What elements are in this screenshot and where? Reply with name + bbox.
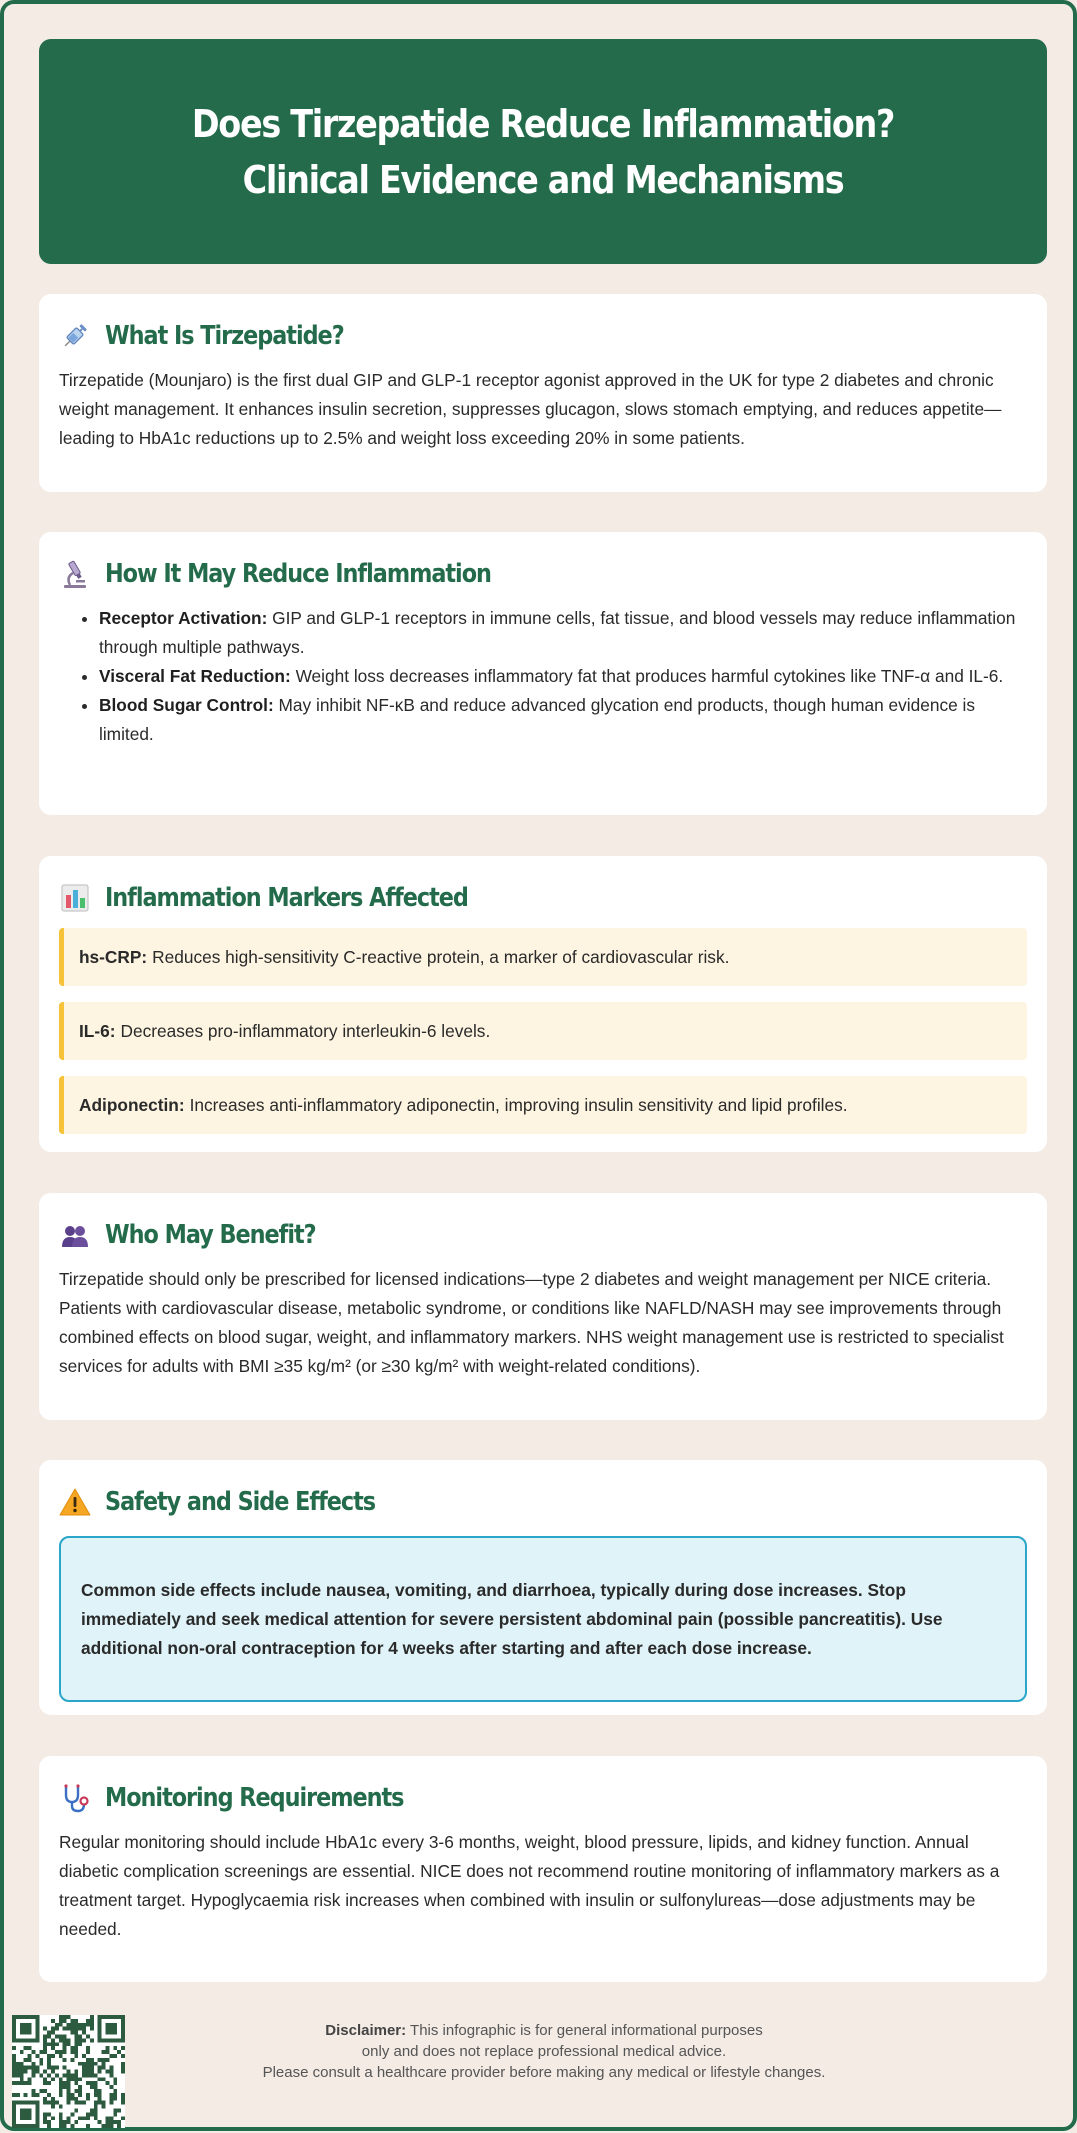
section-body: Tirzepatide should only be prescribed for licensed indications—type 2 diabetes and weight management per NICE criteria. Patients with cardiovascular disease, metabolic syndrome, or conditions like NAFLD/NASH may see improvements through combined effects on blood sugar, weight, and inflammatory markers. NHS weight management use is restricted to specialist services for adults with BMI ≥35 kg/m² (or ≥30 kg/m² with weight-related conditions). [59, 1269, 1004, 1376]
marker-hs-crp: hs-CRP: Reduces high-sensitivity C-reactive protein, a marker of cardiovascular risk. [59, 928, 1027, 986]
marker-il-6: IL-6: Decreases pro-inflammatory interleukin-6 levels. [59, 1002, 1027, 1060]
section-heading: Monitoring Requirements [59, 1778, 1027, 1818]
section-who [39, 1193, 1047, 1420]
section-what-is [39, 294, 1047, 492]
page-title: Does Tirzepatide Reduce Inflammation? Clinical Evidence and Mechanisms [191, 101, 895, 202]
stethoscope-icon [59, 1782, 91, 1814]
section-how [39, 532, 1047, 815]
list-item: • Visceral Fat Reduction: Weight loss decreases inflammatory fat that produces harmful cytokines like TNF-α and IL-6. [99, 662, 1027, 691]
microscope-icon [59, 558, 91, 590]
warning-icon [59, 1486, 91, 1518]
section-body: Regular monitoring should include HbA1c every 3-6 months, weight, blood pressure, lipids, and kidney function. Annual diabetic complication screenings are essential. NICE does not recommend routine monitoring of inflammatory markers as a treatment target. Hypoglycaemia risk increases when combined with insulin or sulfonylureas—dose adjustments may be needed. [59, 1832, 1000, 1939]
qr-code-icon [12, 2015, 125, 2128]
syringe-icon [59, 320, 91, 352]
section-heading: Who May Benefit? [59, 1215, 1027, 1255]
section-heading: What Is Tirzepatide? [59, 316, 1027, 356]
section-heading: Safety and Side Effects [59, 1482, 1027, 1522]
section-heading: Inflammation Markers Affected [59, 878, 1027, 918]
section-markers [39, 856, 1047, 1152]
mechanism-list [59, 604, 1027, 749]
bar-chart-icon [59, 882, 91, 914]
section-body: Tirzepatide (Mounjaro) is the first dual GIP and GLP-1 receptor agonist approved in the UK for type 2 diabetes and chronic weight management. It enhances insulin secretion, suppresses glucagon, slows stomach emptying, and reduces appetite—leading to HbA1c reductions up to 2.5% and weight loss exceeding 20% in some patients. [59, 370, 1002, 448]
header-banner [39, 39, 1047, 264]
section-monitoring [39, 1756, 1047, 1982]
section-safety [39, 1460, 1047, 1715]
marker-adiponectin: Adiponectin: Increases anti-inflammatory adiponectin, improving insulin sensitivity and lipid profiles. [59, 1076, 1027, 1134]
section-heading: How It May Reduce Inflammation [59, 554, 1027, 594]
people-icon [59, 1219, 91, 1251]
safety-alert: Common side effects include nausea, vomiting, and diarrhoea, typically during dose increases. Stop immediately and seek medical attention for severe persistent abdominal pain (possible pancreatitis). Use additional non-oral contraception for 4 weeks after starting and after each dose increase. [59, 1536, 1027, 1702]
list-item: • Receptor Activation: GIP and GLP-1 receptors in immune cells, fat tissue, and blood vessels may reduce inflammation through multiple pathways. [99, 604, 1027, 662]
disclaimer: Disclaimer: This infographic is for general informational purposes only and does not replace professional medical advice. Please consult a healthcare provider before making any medical or lifestyle changes. [262, 2022, 826, 2081]
list-item: • Blood Sugar Control: May inhibit NF-κB and reduce advanced glycation end products, though human evidence is limited. [99, 691, 1027, 749]
